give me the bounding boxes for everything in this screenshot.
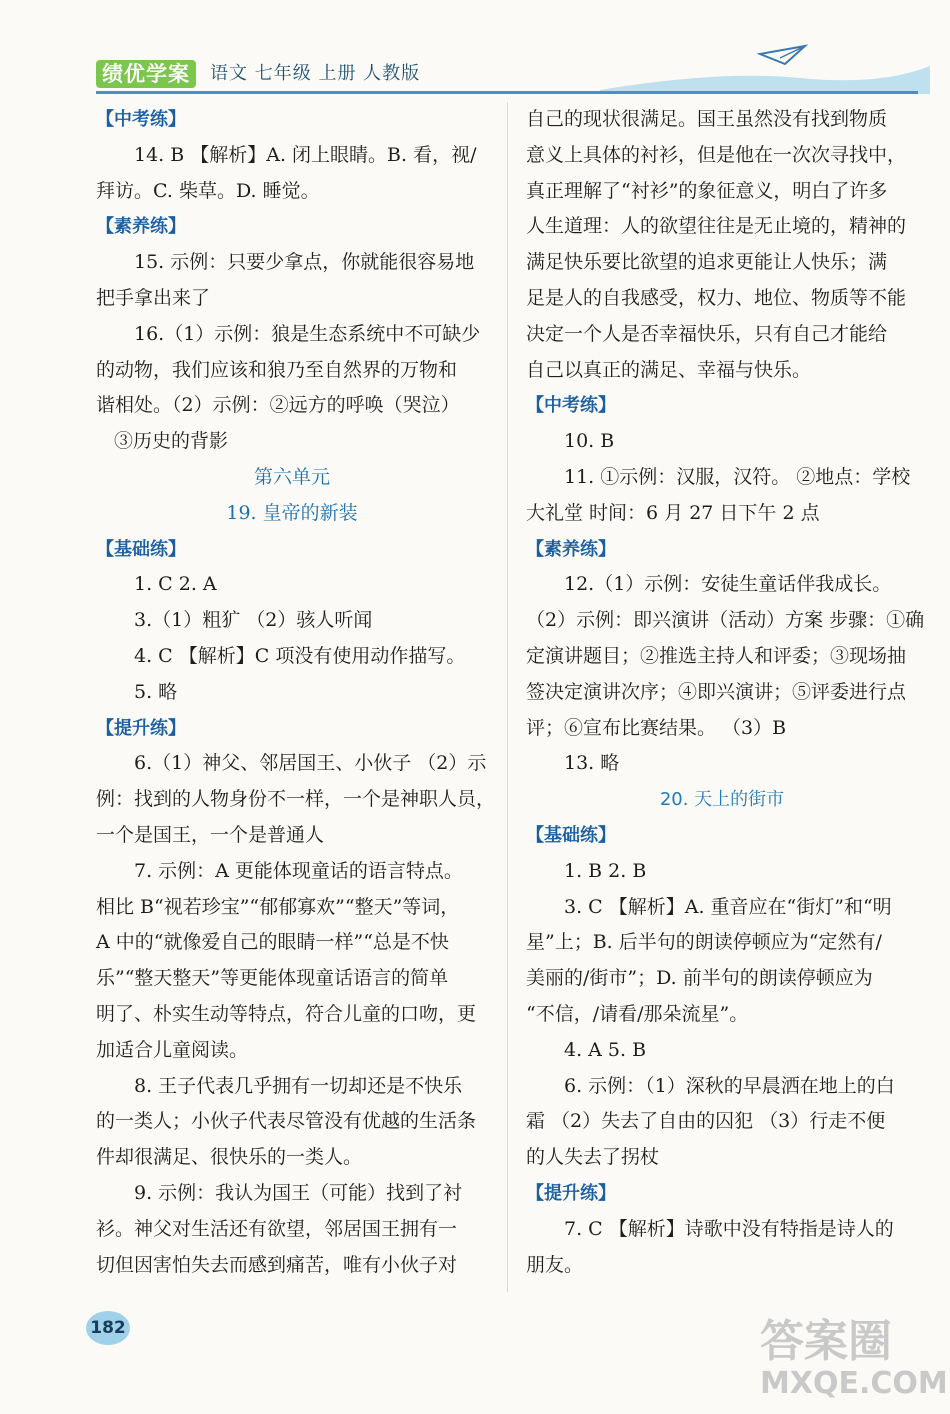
left-line: 3.（1）粗犷 （2）骇人听闻 xyxy=(134,609,373,632)
right-line: 朋友。 xyxy=(526,1253,584,1276)
right-line: “不信，/请看/那朵流星”。 xyxy=(526,1002,749,1025)
right-line: 【基础练】 xyxy=(526,824,616,846)
left-line: 5. 略 xyxy=(134,680,178,703)
right-line: 星”上；B. 后半句的朗读停顿应为“定然有/ xyxy=(526,931,882,954)
left-line: 相比 B“视若珍宝”“郁郁寡欢”“整天”等词， xyxy=(96,895,460,918)
header-divider xyxy=(96,91,918,94)
left-line: 9. 示例：我认为国王（可能）找到了衬 xyxy=(134,1181,463,1204)
page-number: 182 xyxy=(86,1311,130,1345)
wave-decoration-icon xyxy=(600,40,930,96)
left-line: ③历史的背影 xyxy=(114,430,229,453)
left-line: 19. 皇帝的新装 xyxy=(226,501,358,524)
right-column xyxy=(526,102,925,1283)
left-line: 16.（1）示例：狼是生态系统中不可缺少 xyxy=(134,322,481,345)
left-line: 的一类人；小伙子代表尽管没有优越的生活条 xyxy=(96,1110,477,1133)
right-line: 3. C 【解析】A. 重音应在“街灯”和“明 xyxy=(564,895,892,918)
left-line: 把手拿出来了 xyxy=(96,286,211,309)
left-line: 拜访。C. 柴草。D. 睡觉。 xyxy=(96,179,320,202)
right-line: 评；⑥宣布比赛结果。 （3）B xyxy=(526,716,787,739)
left-line: 【提升练】 xyxy=(96,717,186,739)
right-line: 11. ①示例：汉服，汉符。 ②地点：学校 xyxy=(564,465,911,488)
left-line: 4. C 【解析】C 项没有使用动作描写。 xyxy=(134,644,466,667)
left-line: 例：找到的人物身份不一样，一个是神职人员， xyxy=(96,788,496,811)
left-line: 第六单元 xyxy=(253,465,330,488)
right-line: 1. B 2. B xyxy=(564,859,647,882)
right-line: 签决定演讲次序；④即兴演讲；⑤评委进行点 xyxy=(526,680,907,703)
right-line: 大礼堂 时间：6 月 27 日下午 2 点 xyxy=(526,501,820,524)
right-line: 【素养练】 xyxy=(526,538,616,560)
left-line: 加适合儿童阅读。 xyxy=(96,1038,249,1061)
subject-title: 语文 七年级 上册 人教版 xyxy=(210,63,421,84)
left-line: 明了、朴实生动等特点，符合儿童的口吻，更 xyxy=(96,1002,477,1025)
right-line: 人生道理：人的欲望往往是无止境的，精神的 xyxy=(526,215,907,238)
left-line: 【中考练】 xyxy=(96,109,186,130)
page-header xyxy=(0,0,950,96)
right-line: 的人失去了拐杖 xyxy=(526,1146,660,1169)
brand-logo: 绩优学案 xyxy=(96,60,196,88)
right-line: 真正理解了“衬衫”的象征意义，明白了许多 xyxy=(526,179,888,202)
left-line: 7. 示例：A 更能体现童话的语言特点。 xyxy=(134,859,463,882)
right-line: 定演讲题目；②推选主持人和评委；③现场抽 xyxy=(526,644,907,667)
right-line: 7. C 【解析】诗歌中没有特指是诗人的 xyxy=(564,1217,894,1240)
right-line: 12.（1）示例：安徒生童话伴我成长。 xyxy=(564,573,892,596)
left-line: 谐相处。（2）示例：②远方的呼唤（哭泣） xyxy=(96,394,460,417)
right-line: 【提升练】 xyxy=(526,1182,616,1204)
left-line: 件却很满足、很快乐的一类人。 xyxy=(96,1146,363,1169)
left-line: 的动物，我们应该和狼乃至自然界的万物和 xyxy=(96,358,458,381)
right-line: （2）示例：即兴演讲（活动）方案 步骤：①确 xyxy=(526,609,925,632)
right-line: 霜 （2）失去了自由的囚犯 （3）行走不便 xyxy=(526,1110,886,1133)
right-line: 10. B xyxy=(564,430,615,453)
left-line: 1. C 2. A xyxy=(134,573,217,596)
left-line: 【素养练】 xyxy=(96,216,186,238)
right-line: 意义上具体的衬衫，但是他在一次次寻找中， xyxy=(526,143,907,166)
right-line: 自己以真正的满足、幸福与快乐。 xyxy=(526,358,812,381)
right-line: 13. 略 xyxy=(564,752,620,775)
right-line: 满足快乐要比欲望的追求更能让人快乐；满 xyxy=(526,251,888,274)
right-line: 4. A 5. B xyxy=(564,1038,647,1061)
right-line: 【中考练】 xyxy=(526,395,616,417)
watermark xyxy=(760,1318,948,1402)
left-line: 切但因害怕失去而感到痛苦，唯有小伙子对 xyxy=(96,1253,458,1276)
right-line: 自己的现状很满足。国王虽然没有找到物质 xyxy=(526,108,888,130)
right-line: 足是人的自我感受，权力、地位、物质等不能 xyxy=(526,286,907,309)
right-line: 20. 天上的街市 xyxy=(659,789,785,811)
left-line: A 中的“就像爱自己的眼睛一样”“总是不快 xyxy=(96,931,449,954)
left-line: 一个是国王，一个是普通人 xyxy=(96,823,325,846)
left-line: 14. B 【解析】A. 闭上眼睛。B. 看，视/ xyxy=(134,143,477,166)
left-line: 【基础练】 xyxy=(96,538,186,560)
right-line: 决定一个人是否幸福快乐，只有自己才能给 xyxy=(526,322,888,345)
right-line: 6. 示例：（1）深秋的早晨洒在地上的白 xyxy=(564,1074,895,1097)
left-column xyxy=(96,102,496,1283)
left-line: 8. 王子代表几乎拥有一切却还是不快乐 xyxy=(134,1074,463,1097)
left-line: 乐”“整天整天”等更能体现童话语言的简单 xyxy=(96,967,449,990)
left-line: 15. 示例：只要少拿点，你就能很容易地 xyxy=(134,251,475,274)
watermark-main: 答案圈 xyxy=(760,1316,892,1367)
watermark-url: MXQE.COM xyxy=(760,1366,948,1401)
left-line: 衫。神父对生活还有欲望，邻居国王拥有一 xyxy=(96,1217,458,1240)
column-divider xyxy=(507,102,508,1292)
right-line: 美丽的/街市”；D. 前半句的朗读停顿应为 xyxy=(526,967,873,990)
left-line: 6.（1）神父、邻居国王、小伙子 （2）示 xyxy=(134,752,487,775)
